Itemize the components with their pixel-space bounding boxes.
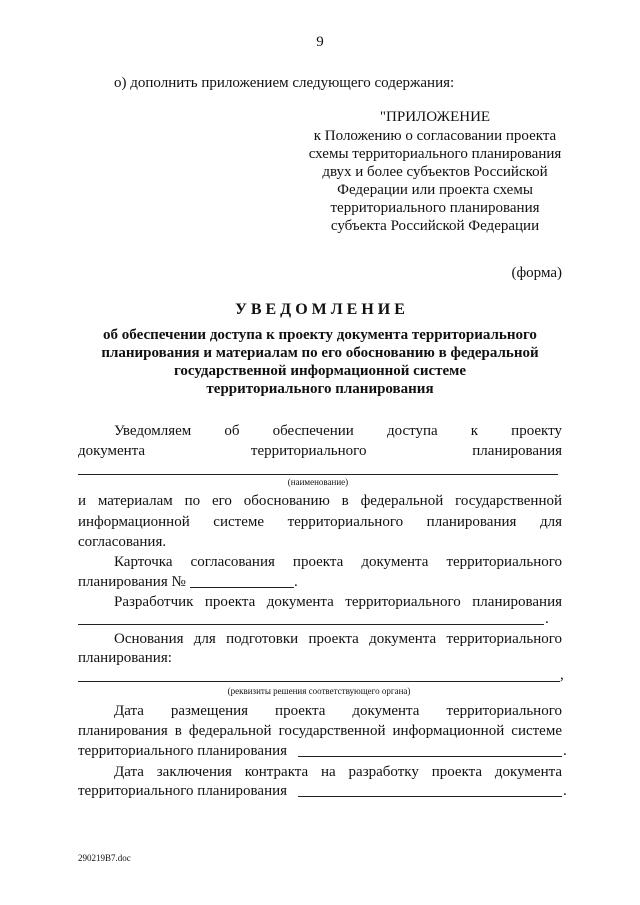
- paragraph-line: территориального планирования: [78, 783, 288, 799]
- name-blank-line: [78, 474, 558, 475]
- card-number-blank: [190, 587, 294, 588]
- appendix-line: территориального планирования: [330, 200, 540, 216]
- subtitle-line: об обеспечении доступа к проекту документа территориального: [103, 327, 537, 343]
- intro-text: о) дополнить приложением следующего содержания:: [114, 75, 455, 91]
- appendix-line: схемы территориального планирования: [308, 146, 562, 162]
- contract-date-blank: [298, 796, 562, 797]
- placement-date-blank: [298, 756, 562, 757]
- period: .: [563, 743, 567, 759]
- paragraph-line: документа территориального планирования: [78, 443, 562, 459]
- paragraph-line: согласования.: [78, 534, 167, 550]
- subtitle-line: территориального планирования: [206, 381, 434, 397]
- paragraph-line: планирования:: [78, 650, 172, 666]
- decision-blank-line: [78, 681, 560, 682]
- appendix-line: Федерации или проекта схемы: [337, 182, 533, 198]
- developer-blank-line: [78, 624, 544, 625]
- document-title: У В Е Д О М Л Е Н И Е: [235, 301, 405, 318]
- paragraph-line: территориального планирования: [78, 743, 288, 759]
- name-caption: (наименование): [287, 477, 349, 487]
- appendix-heading: "ПРИЛОЖЕНИЕ: [379, 109, 491, 125]
- form-label: (форма): [511, 265, 562, 281]
- comma: ,: [560, 667, 564, 683]
- paragraph-line: Дата заключения контракта на разработку проекта документа: [114, 764, 562, 780]
- decision-caption: (реквизиты решения соответствующего органа): [227, 686, 411, 696]
- paragraph-line: Дата размещения проекта документа территориального: [114, 703, 562, 719]
- card-number-label: планирования №: [78, 574, 186, 590]
- appendix-line: субъекта Российской Федерации: [330, 218, 540, 234]
- paragraph-line: планирования в федеральной государственной информационной системе: [78, 723, 562, 739]
- appendix-line: двух и более субъектов Российской: [322, 164, 548, 180]
- footer-file-code: 290219В7.doc: [78, 853, 131, 863]
- paragraph-line: Уведомляем об обеспечении доступа к проекту: [114, 423, 562, 439]
- paragraph-line: информационной системе территориального планирования для: [78, 514, 562, 530]
- paragraph-line: Основания для подготовки проекта документа территориального: [114, 631, 562, 647]
- period: .: [563, 783, 567, 799]
- period: .: [545, 611, 549, 627]
- page-number: 9: [316, 34, 324, 50]
- period: .: [294, 574, 298, 590]
- paragraph-line: Карточка согласования проекта документа территориального: [114, 554, 562, 570]
- paragraph-line: и материалам по его обоснованию в федеральной государственной: [78, 493, 562, 509]
- paragraph-line: Разработчик проекта документа территориального планирования: [114, 594, 562, 610]
- appendix-line: к Положению о согласовании проекта: [313, 128, 557, 144]
- subtitle-line: планирования и материалам по его обоснованию в федеральной: [101, 345, 539, 361]
- subtitle-line: государственной информационной системе: [173, 363, 467, 379]
